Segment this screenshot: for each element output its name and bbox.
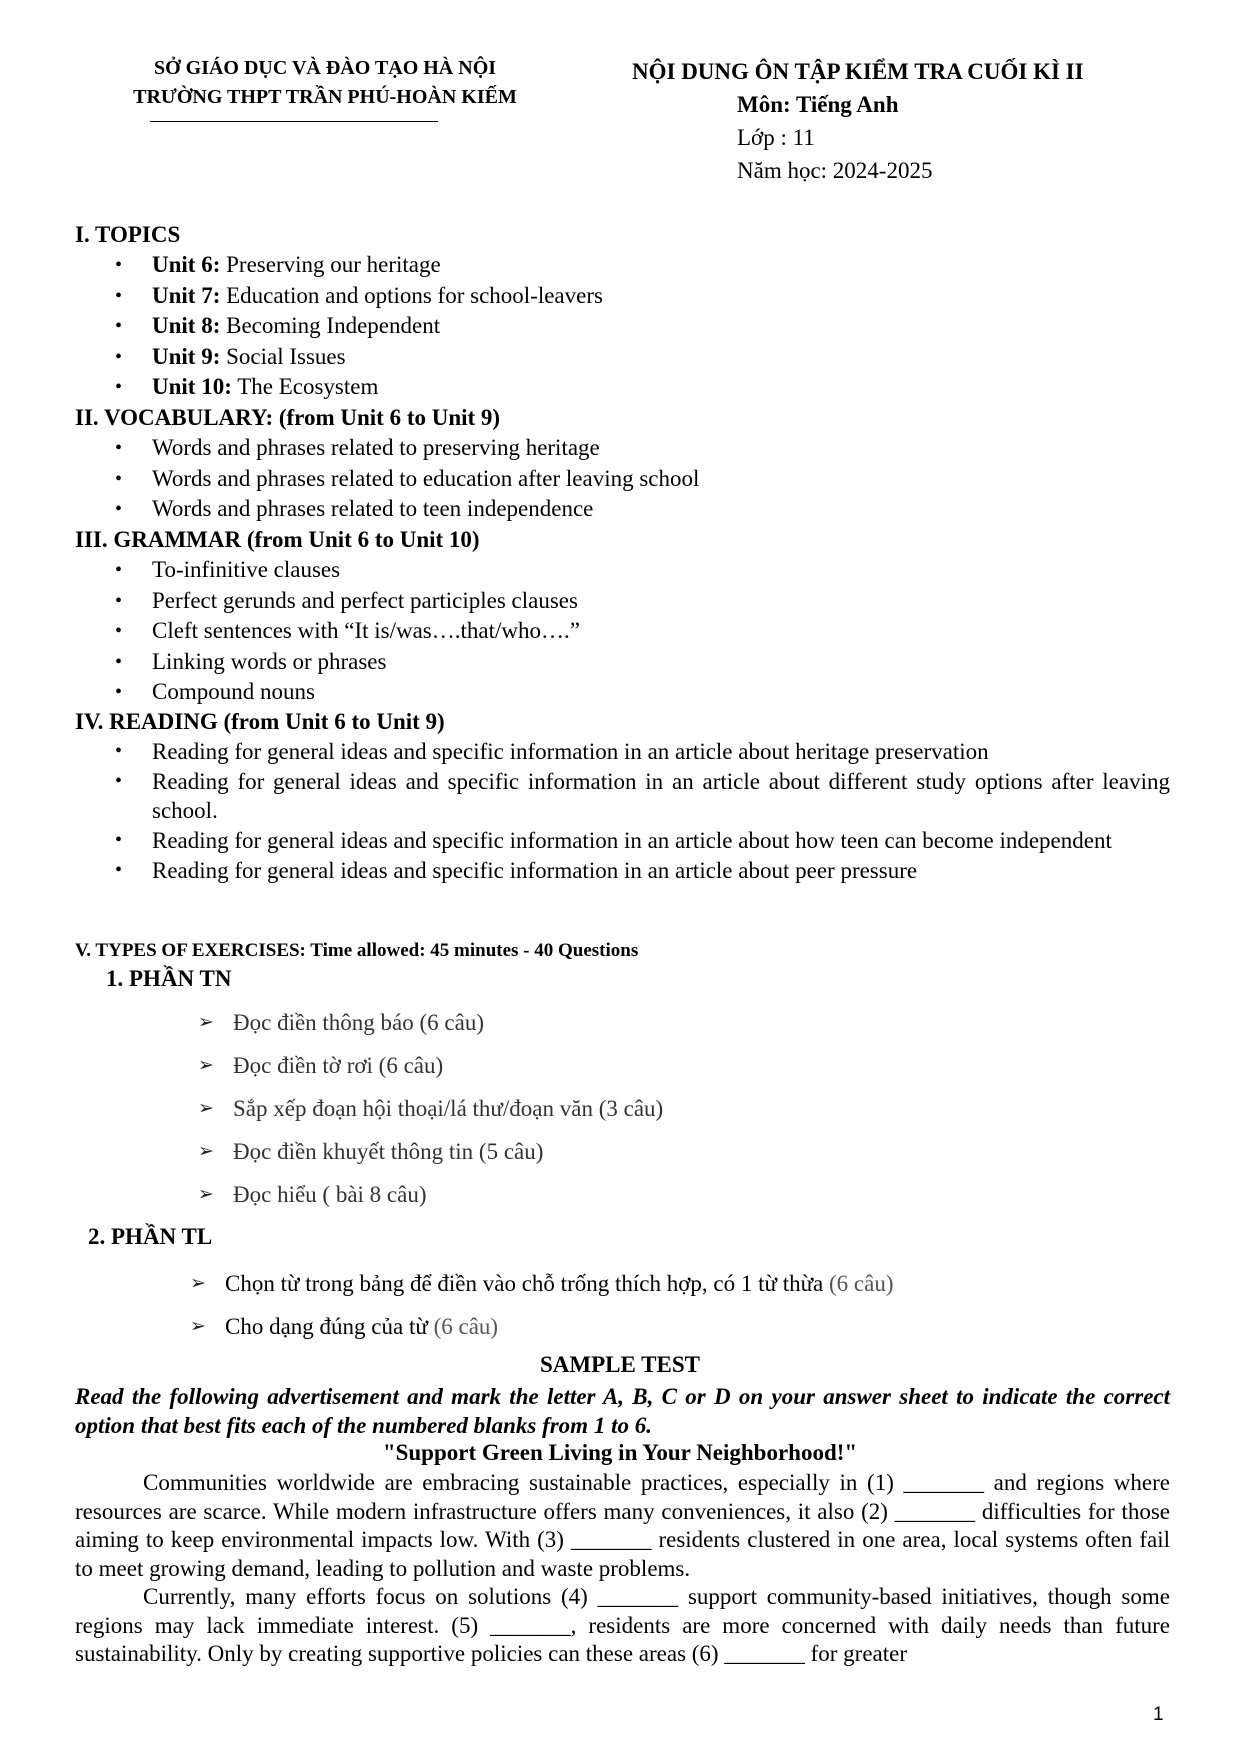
list-item [75,342,1170,373]
header-underline [150,121,438,122]
list-item: ➢ Đọc điền khuyết thông tin (5 câu) [198,1130,663,1173]
list-item: • Perfect gerunds and perfect participles clauses [75,586,1170,617]
list-item: • Reading for general ideas and specific information in an article about how teen can become independent [75,826,1170,855]
school-year-label: Năm học: 2024-2025 [737,158,933,183]
unit-label: Unit 6: [152,252,221,277]
department-name: SỞ GIÁO DỤC VÀ ĐÀO TẠO HÀ NỘI [153,57,497,79]
sample-test-title: SAMPLE TEST [540,1352,700,1377]
unit-title: The Ecosystem [231,374,379,399]
unit-title: Education and options for school-leavers [220,282,603,308]
list-item [190,1262,894,1305]
list-item: • Linking words or phrases [75,647,1170,678]
page-number: 1 [1153,1704,1164,1725]
reading-list [75,737,1170,885]
topics-section [75,220,1170,403]
unit-title: Social Issues [220,343,346,369]
part2-title: 2. PHẦN TL [88,1224,213,1249]
list-item: • Cleft sentences with “It is/was….that/who….” [75,616,1170,647]
sample-instruction: Read the following advertisement and mark the letter A, B, C or D on your answer sheet to indicate the correct option that best fits each of the numbered blanks from 1 to 6. [75,1384,1170,1438]
unit-label: Unit 7: [152,282,221,308]
part1-title: 1. PHẦN TN [106,966,232,991]
list-item: • Words and phrases related to preserving heritage [75,433,1170,464]
list-item [190,1305,894,1348]
section-title: III. GRAMMAR (from Unit 6 to Unit 10) [75,527,480,552]
passage-paragraph-2: Currently, many efforts focus on solutions (4) _______ support community-based initiatives, though some regions may lack immediate interest. (5) _______, residents are more concerned with daily needs than future sustainability. Only by creating supportive policies can these areas (6) _______ for greater [75,1584,1170,1666]
list-item [75,281,1170,312]
list-item: • Reading for general ideas and specific information in an article about different study options after leaving school. [75,767,1170,825]
unit-title: Becoming Independent [220,313,441,338]
unit-label: Unit 8: [152,313,221,338]
list-item [75,372,1170,403]
vocabulary-list [75,433,1170,525]
exercises-section-title: V. TYPES OF EXERCISES: Time allowed: 45 minutes - 40 Questions [75,940,639,961]
item-count: (6 câu) [433,1314,499,1339]
unit-label: Unit 9: [152,343,221,369]
list-item: • Reading for general ideas and specific information in an article about heritage preservation [75,737,1170,766]
document-header [632,55,1084,187]
list-item: • Compound nouns [75,677,1170,708]
list-item: • Words and phrases related to teen independence [75,494,1170,525]
topics-list [75,250,1170,403]
section-title: IV. READING (from Unit 6 to Unit 9) [75,709,445,734]
list-item [75,250,1170,281]
section-title: II. VOCABULARY: (from Unit 6 to Unit 9) [75,405,501,430]
list-item: • Reading for general ideas and specific information in an article about peer pressure [75,856,1170,885]
item-count: (6 câu) [829,1271,894,1296]
school-header [100,54,550,112]
advertisement-title: "Support Green Living in Your Neighborhood!" [382,1440,858,1465]
list-item: ➢ Đọc điền tờ rơi (6 câu) [198,1044,663,1087]
unit-title: Preserving our heritage [220,252,441,277]
part1-list [198,1001,663,1216]
subject-label: Môn: Tiếng Anh [737,92,899,117]
grammar-section [75,525,1170,708]
item-text: Chọn từ trong bảng để điền vào chỗ trống thích hợp, có 1 từ thừa [225,1271,830,1296]
reading-section [75,707,1170,886]
grammar-list [75,555,1170,708]
section-title: I. TOPICS [75,222,181,247]
item-text: Cho dạng đúng của từ [225,1314,434,1339]
list-item: ➢ Đọc điền thông báo (6 câu) [198,1001,663,1044]
unit-label: Unit 10: [152,374,232,399]
list-item: • Words and phrases related to education after leaving school [75,464,1170,495]
part2-list [190,1262,894,1348]
passage-paragraph-1: Communities worldwide are embracing sustainable practices, especially in (1) _______ and regions where resources are scarce. While modern infrastructure offers many conveniences, it also (2) _______ difficulties for those aiming to keep environmental impacts low. With (3) _______ residents clustered in one area, local systems often fail to meet growing demand, leading to pollution and waste problems. [75,1470,1170,1581]
school-name: TRƯỜNG THPT TRẦN PHÚ-HOÀN KIẾM [133,86,517,108]
list-item: • To-infinitive clauses [75,555,1170,586]
list-item: ➢ Sắp xếp đoạn hội thoại/lá thư/đoạn văn (3 câu) [198,1087,663,1130]
document-title: NỘI DUNG ÔN TẬP KIỂM TRA CUỐI KÌ II [632,59,1084,84]
list-item [75,311,1170,342]
grade-label: Lớp : 11 [737,125,815,150]
list-item: ➢ Đọc hiểu ( bài 8 câu) [198,1173,663,1216]
vocabulary-section [75,403,1170,525]
